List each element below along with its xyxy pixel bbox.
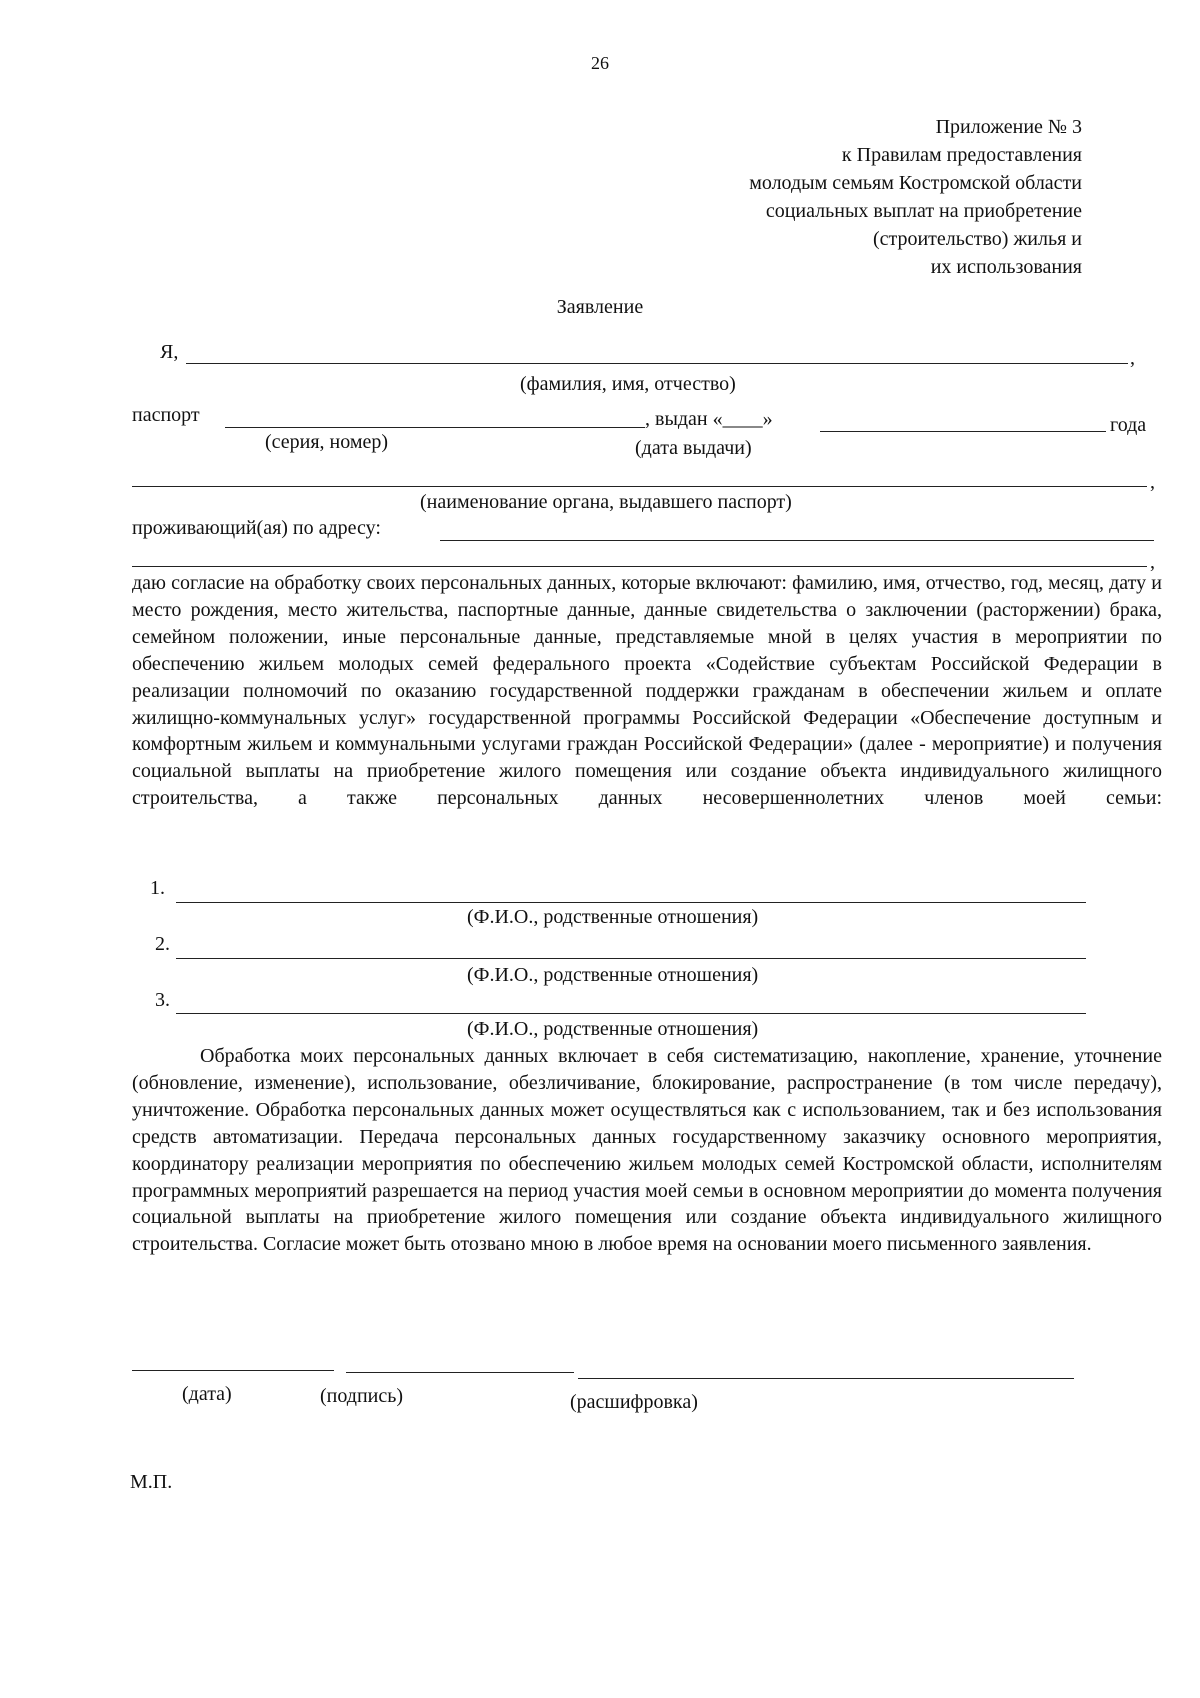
issuer-tail: , bbox=[1150, 471, 1155, 493]
stamp-label: М.П. bbox=[130, 1471, 173, 1493]
appendix-line: их использования bbox=[930, 256, 1082, 278]
passport-label: паспорт bbox=[132, 404, 200, 426]
member-field[interactable] bbox=[176, 958, 1086, 959]
document-title: Заявление bbox=[556, 296, 644, 318]
appendix-line: (строительство) жилья и bbox=[872, 228, 1082, 250]
member-caption: (Ф.И.О., родственные отношения) bbox=[467, 1018, 759, 1040]
fio-field[interactable] bbox=[186, 363, 1128, 364]
issuer-field[interactable] bbox=[132, 486, 1147, 487]
processing-paragraph: Обработка моих персональных данных включает в себя систематизацию, накопление, хранение, уточнение (обновление, изменение), использование, обезличивание, блокирование, распространение (в том числе передачу), уничтожение. Обработка персональных данных может осуществляться как с использованием, так и без использования средств автоматизации. Передача персональных данных государственному заказчику основного мероприятия, координатору реализации мероприятия по обеспечению жильем молодых семей Костромской области, исполнителям программных мероприятий разрешается на период участия моей семьи в основном мероприятии до момента получения социальной выплаты на приобретение жилого помещения или создание объекта индивидуального жилищного строительства. Согласие может быть отозвано мною в любое время на основании моего письменного заявления. bbox=[132, 1045, 1162, 1256]
passport-number-field[interactable] bbox=[225, 427, 645, 428]
date-signature-caption: (дата) bbox=[182, 1383, 232, 1405]
issued-label: , выдан «____» bbox=[645, 408, 773, 430]
series-caption: (серия, номер) bbox=[265, 431, 389, 453]
decode-caption: (расшифровка) bbox=[570, 1391, 698, 1413]
member-field[interactable] bbox=[176, 902, 1086, 903]
member-caption: (Ф.И.О., родственные отношения) bbox=[467, 964, 759, 986]
fio-caption: (фамилия, имя, отчество) bbox=[520, 373, 736, 395]
year-label: года bbox=[1110, 414, 1147, 436]
signature-field[interactable] bbox=[346, 1372, 574, 1373]
issue-date-field[interactable] bbox=[820, 431, 1106, 432]
date-caption: (дата выдачи) bbox=[635, 437, 752, 459]
address-label: проживающий(ая) по адресу: bbox=[132, 517, 381, 539]
page-number: 26 bbox=[591, 53, 609, 73]
member-field[interactable] bbox=[176, 1013, 1086, 1014]
appendix-line: к Правилам предоставления bbox=[841, 144, 1082, 166]
appendix-line: Приложение № 3 bbox=[935, 116, 1082, 138]
appendix-header bbox=[749, 113, 1082, 281]
issuer-caption: (наименование органа, выдавшего паспорт) bbox=[420, 491, 792, 513]
appendix-line: молодым семьям Костромской области bbox=[749, 172, 1082, 194]
member-caption: (Ф.И.О., родственные отношения) bbox=[467, 906, 759, 928]
date-field[interactable] bbox=[132, 1370, 334, 1371]
appendix-line: социальных выплат на приобретение bbox=[765, 200, 1082, 222]
address-field[interactable] bbox=[440, 540, 1154, 541]
address-tail: , bbox=[1150, 551, 1155, 573]
sign-caption: (подпись) bbox=[320, 1385, 404, 1407]
consent-paragraph: даю согласие на обработку своих персональных данных, которые включают: фамилию, имя, отчество, год, месяц, дату и место рождения, место жительства, паспортные данные, данные свидетельства о заключении (расторжении) брака, семейном положении, иные персональные данные, представляемые мной в целях участия в мероприятии по обеспечению жильем молодых семей федерального проекта «Содействие субъектам Российской Федерации в реализации полномочий по оказанию государственной поддержки гражданам в обеспечении жильем и оплате жилищно-коммунальных услуг» государственной программы Российской Федерации «Обеспечение доступным и комфортным жильем и коммунальными услугами граждан Российской Федерации» (далее - мероприятие) и получения социальной выплаты на приобретение жилого помещения или создание объекта индивидуального жилищного строительства, а также персональных данных несовершеннолетних членов моей семьи: bbox=[132, 572, 1162, 810]
decode-field[interactable] bbox=[578, 1378, 1074, 1379]
i-label: Я, bbox=[160, 341, 179, 363]
member-number: 3. bbox=[155, 989, 170, 1011]
address-field-2[interactable] bbox=[132, 566, 1147, 567]
fio-tail: , bbox=[1130, 347, 1135, 369]
member-number: 1. bbox=[150, 877, 165, 899]
member-number: 2. bbox=[155, 933, 170, 955]
